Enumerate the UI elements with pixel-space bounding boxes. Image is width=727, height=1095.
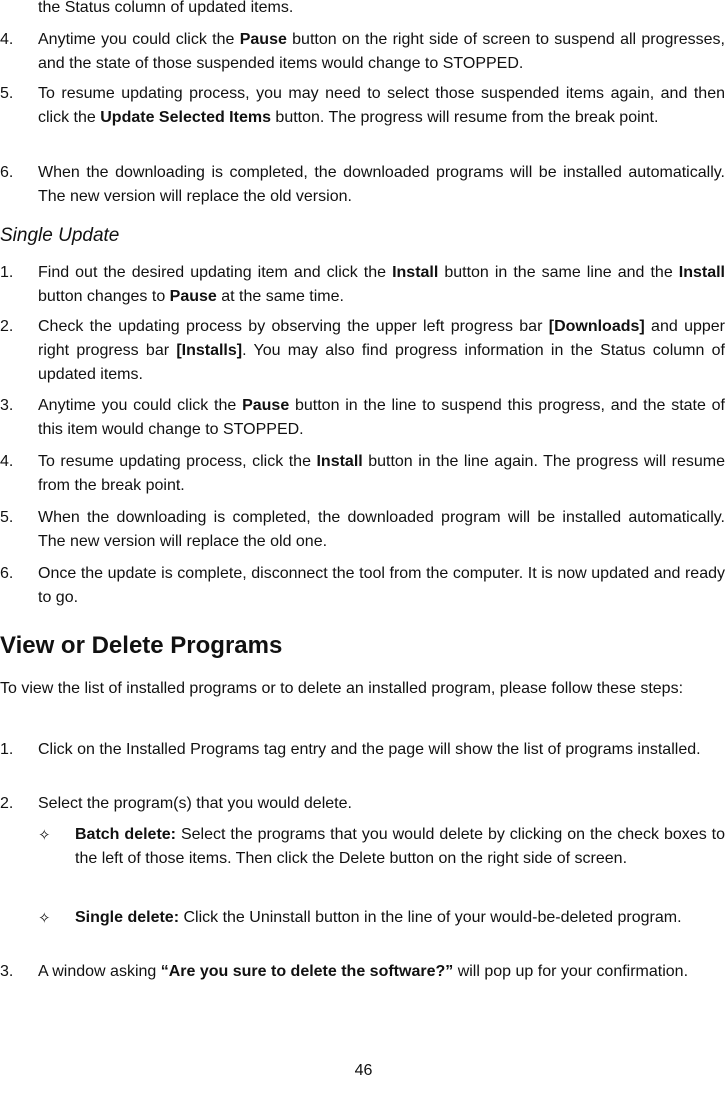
step-number: 4. (0, 31, 14, 48)
section-heading: View or Delete Programs (0, 632, 283, 659)
bullet-item (38, 906, 725, 930)
step-text: To resume updating process, you may need to select those suspended items again, and then click the Update Selected Items button. The progress will resume from the break point. (38, 85, 725, 126)
list-item (0, 394, 725, 442)
diamond-bullet-icon: ✧ (38, 826, 51, 844)
step-number: 6. (0, 565, 14, 582)
list-item (0, 562, 725, 610)
diamond-bullet-icon: ✧ (38, 909, 51, 927)
step-text: Check the updating process by observing the upper left progress bar [Downloads] and upper right progress bar [Installs]. You may also find progress information in the Status column of updated items. (38, 318, 725, 383)
step-text: When the downloading is completed, the downloaded program will be installed automatically. The new version will replace the old one. (38, 509, 725, 550)
bullet-text: Single delete: Click the Uninstall button in the line of your would-be-deleted program. (75, 909, 682, 926)
list-item (0, 960, 725, 984)
intro-paragraph: To view the list of installed programs or to delete an installed program, please follow these steps: (0, 680, 684, 697)
step-number: 2. (0, 795, 14, 812)
step-text: Select the program(s) that you would delete. (38, 795, 352, 812)
step-number: 1. (0, 741, 14, 758)
list-item (0, 161, 725, 209)
step-number: 5. (0, 509, 14, 526)
list-item (0, 315, 725, 387)
step-number: 3. (0, 397, 14, 414)
step-text: Find out the desired updating item and click the Install button in the same line and the Install button changes to Pause at the same time. (38, 264, 725, 305)
step-text: Anytime you could click the Pause button on the right side of screen to suspend all progresses, and the state of those suspended items would change to STOPPED. (38, 31, 726, 72)
step-text: When the downloading is completed, the downloaded programs will be installed automatically. The new version will replace the old version. (38, 164, 725, 205)
step-number: 6. (0, 164, 14, 181)
subsection-title: Single Update (0, 225, 120, 246)
step-number: 3. (0, 963, 14, 980)
step-text: To resume updating process, click the Install button in the line again. The progress will resume from the break point. (38, 453, 725, 494)
step-text: A window asking “Are you sure to delete the software?” will pop up for your confirmation. (38, 963, 689, 980)
step-text: Once the update is complete, disconnect the tool from the computer. It is now updated and ready to go. (38, 565, 725, 606)
list-item (0, 82, 725, 130)
list-item (0, 261, 725, 309)
page-number: 46 (354, 1062, 373, 1079)
list-item (0, 450, 725, 498)
step-number: 1. (0, 264, 14, 281)
bullet-item (38, 823, 725, 871)
step-text: Click on the Installed Programs tag entry and the page will show the list of programs installed. (38, 741, 701, 758)
list-item (0, 792, 725, 816)
continuation-text: the Status column of updated items. (38, 0, 294, 16)
step-text: Anytime you could click the Pause button in the line to suspend this progress, and the state of this item would change to STOPPED. (38, 397, 726, 438)
step-number: 5. (0, 85, 14, 102)
bullet-text: Batch delete: Select the programs that you would delete by clicking on the check boxes to the left of those items. Then click the Delete button on the right side of screen. (75, 826, 726, 867)
list-item (0, 506, 725, 554)
step-number: 4. (0, 453, 14, 470)
list-item (0, 28, 725, 76)
step-number: 2. (0, 318, 14, 335)
list-item (0, 738, 725, 762)
